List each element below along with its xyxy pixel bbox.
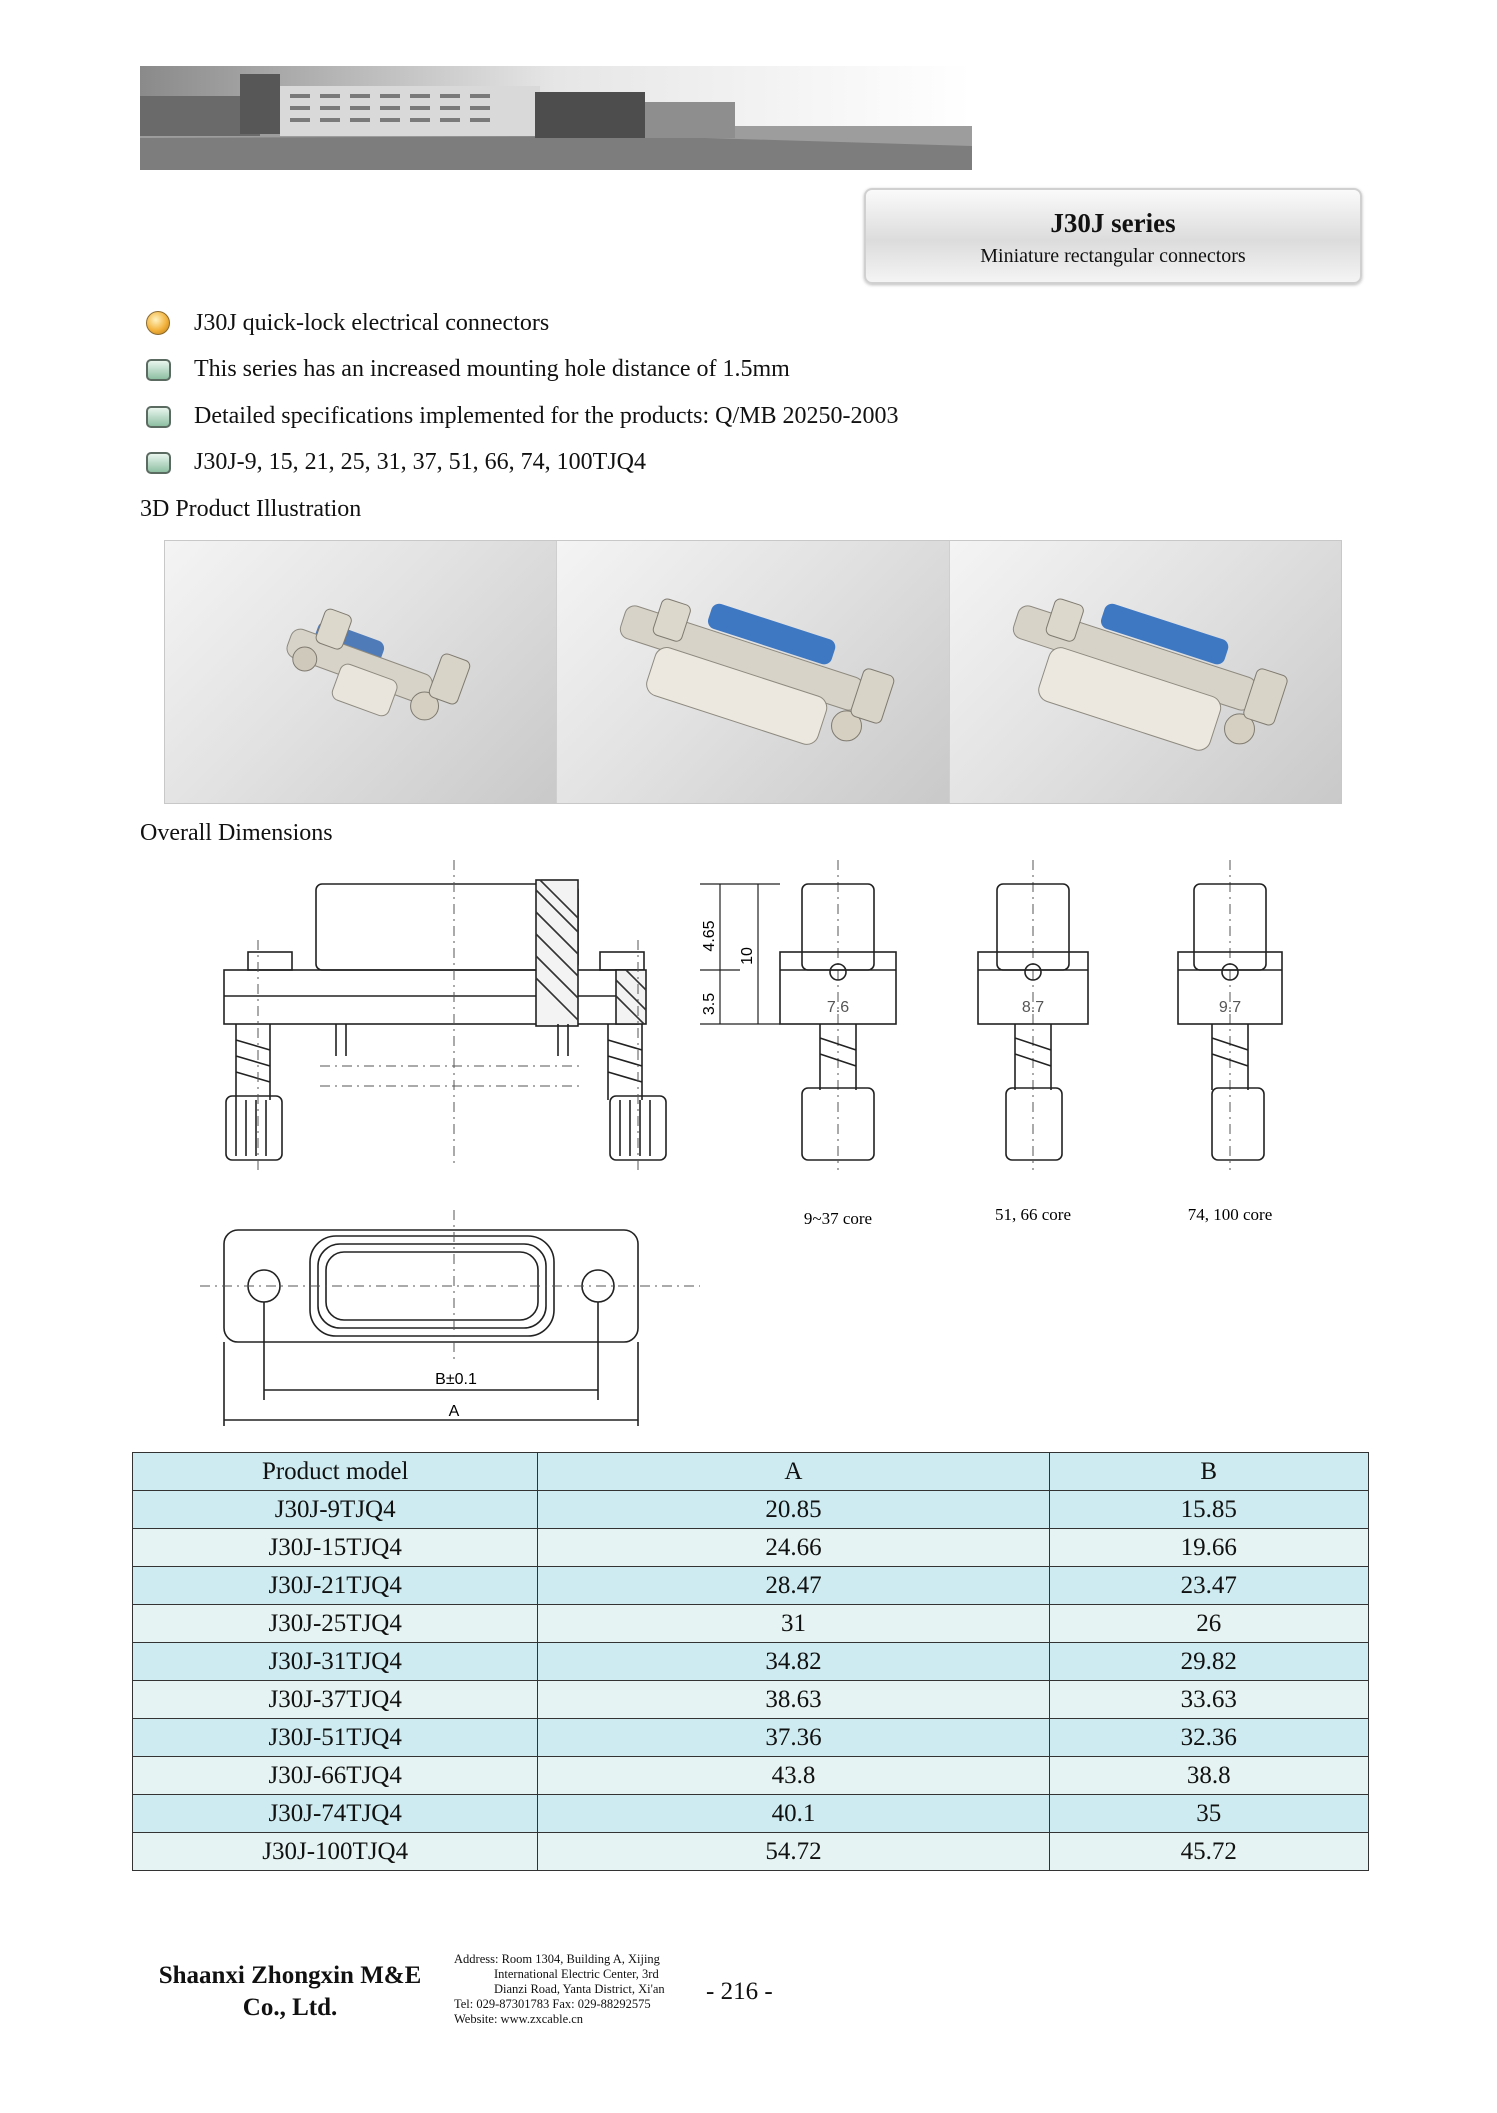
- company-address: [454, 1952, 665, 2027]
- column-header: Product model: [133, 1453, 538, 1491]
- dim-b-cell: 45.72: [1049, 1833, 1369, 1871]
- model-cell: J30J-9TJQ4: [133, 1491, 538, 1529]
- dim-a-cell: 31: [538, 1605, 1049, 1643]
- table-row: [133, 1833, 1369, 1871]
- dim-b-cell: 33.63: [1049, 1681, 1369, 1719]
- address-line: International Electric Center, 3rd: [494, 1967, 659, 1981]
- dim-b-cell: 35: [1049, 1795, 1369, 1833]
- table-row: [133, 1567, 1369, 1605]
- dimensions-table: [132, 1452, 1369, 1871]
- product-photo-51-pin: [950, 541, 1341, 803]
- company-line: Shaanxi Zhongxin M&E: [158, 1962, 422, 1989]
- dim-a-cell: 54.72: [538, 1833, 1049, 1871]
- product-photo-37-pin: [557, 541, 949, 803]
- dim-a-cell: 34.82: [538, 1643, 1049, 1681]
- model-cell: J30J-21TJQ4: [133, 1567, 538, 1605]
- model-cell: J30J-37TJQ4: [133, 1681, 538, 1719]
- green-square-bullet-icon: [146, 452, 171, 474]
- dim-a-cell: 37.36: [538, 1719, 1049, 1757]
- bullet-text: J30J quick-lock electrical connectors: [194, 310, 550, 336]
- table-row: [133, 1719, 1369, 1757]
- company-line: Co., Ltd.: [242, 1994, 338, 2021]
- connector-photo-icon: [557, 541, 948, 803]
- core-label-9-37: 9~37 core: [803, 1209, 873, 1228]
- dim-a-cell: 43.8: [538, 1757, 1049, 1795]
- dim-7-6: 7.6: [826, 999, 850, 1016]
- dim-8-7: 8.7: [1021, 999, 1045, 1016]
- header-banner-image: [140, 66, 972, 170]
- bullet-text: J30J-9, 15, 21, 25, 31, 37, 51, 66, 74, 100TJQ4: [194, 449, 647, 475]
- dim-b-cell: 38.8: [1049, 1757, 1369, 1795]
- dim-b-label: B±0.1: [435, 1371, 477, 1388]
- series-subtitle: Miniature rectangular connectors: [980, 245, 1246, 267]
- dim-b-cell: 19.66: [1049, 1529, 1369, 1567]
- table-row: [133, 1795, 1369, 1833]
- green-square-bullet-icon: [146, 359, 171, 381]
- company-name: [140, 1960, 440, 2024]
- dim-3-5: 3.5: [701, 992, 718, 1016]
- connector-photo-icon: [950, 541, 1341, 803]
- dim-b-cell: 15.85: [1049, 1491, 1369, 1529]
- dim-a-cell: 20.85: [538, 1491, 1049, 1529]
- table-row: [133, 1491, 1369, 1529]
- model-cell: J30J-25TJQ4: [133, 1605, 538, 1643]
- dim-9-7: 9.7: [1218, 999, 1242, 1016]
- address-line: Website: www.zxcable.cn: [454, 2012, 584, 2026]
- table-header-row: [133, 1453, 1369, 1491]
- dim-a-cell: 24.66: [538, 1529, 1049, 1567]
- model-cell: J30J-51TJQ4: [133, 1719, 538, 1757]
- dim-b-cell: 29.82: [1049, 1643, 1369, 1681]
- table-row: [133, 1681, 1369, 1719]
- dim-b-cell: 23.47: [1049, 1567, 1369, 1605]
- green-square-bullet-icon: [146, 406, 171, 428]
- dim-10: 10: [739, 947, 756, 965]
- dim-b-cell: 26: [1049, 1605, 1369, 1643]
- table-row: [133, 1529, 1369, 1567]
- page-number: - 216 -: [706, 1978, 773, 2005]
- series-title: J30J series: [1050, 208, 1176, 238]
- column-header: B: [1049, 1453, 1369, 1491]
- dim-b-cell: 32.36: [1049, 1719, 1369, 1757]
- product-photo-strip: [164, 540, 1342, 804]
- dim-a-cell: 40.1: [538, 1795, 1049, 1833]
- dimension-drawing: [140, 860, 1360, 1440]
- core-label-74-100: 74, 100 core: [1187, 1205, 1273, 1224]
- model-cell: J30J-66TJQ4: [133, 1757, 538, 1795]
- dim-4-65: 4.65: [701, 920, 718, 952]
- model-cell: J30J-31TJQ4: [133, 1643, 538, 1681]
- table-row: [133, 1643, 1369, 1681]
- address-line: Address: Room 1304, Building A, Xijing: [454, 1952, 660, 1966]
- column-header: A: [538, 1453, 1049, 1491]
- address-line: Tel: 029-87301783 Fax: 029-88292575: [454, 1997, 651, 2011]
- table-row: [133, 1605, 1369, 1643]
- dim-a-cell: 38.63: [538, 1681, 1049, 1719]
- series-title-box: [864, 188, 1362, 284]
- dim-a-label: A: [448, 1403, 460, 1420]
- core-label-51-66: 51, 66 core: [994, 1205, 1072, 1224]
- model-cell: J30J-74TJQ4: [133, 1795, 538, 1833]
- illustration-heading: 3D Product Illustration: [140, 496, 362, 522]
- dimensions-heading: Overall Dimensions: [140, 820, 333, 846]
- product-photo-9-pin: [165, 541, 557, 803]
- model-cell: J30J-15TJQ4: [133, 1529, 538, 1567]
- dim-a-cell: 28.47: [538, 1567, 1049, 1605]
- model-cell: J30J-100TJQ4: [133, 1833, 538, 1871]
- bullet-text: This series has an increased mounting hole distance of 1.5mm: [194, 356, 790, 382]
- table-row: [133, 1757, 1369, 1795]
- connector-photo-icon: [165, 541, 556, 803]
- orange-round-bullet-icon: [146, 311, 170, 335]
- address-line: Dianzi Road, Yanta District, Xi'an: [494, 1982, 665, 1996]
- bullet-text: Detailed specifications implemented for the products: Q/MB 20250-2003: [194, 403, 899, 429]
